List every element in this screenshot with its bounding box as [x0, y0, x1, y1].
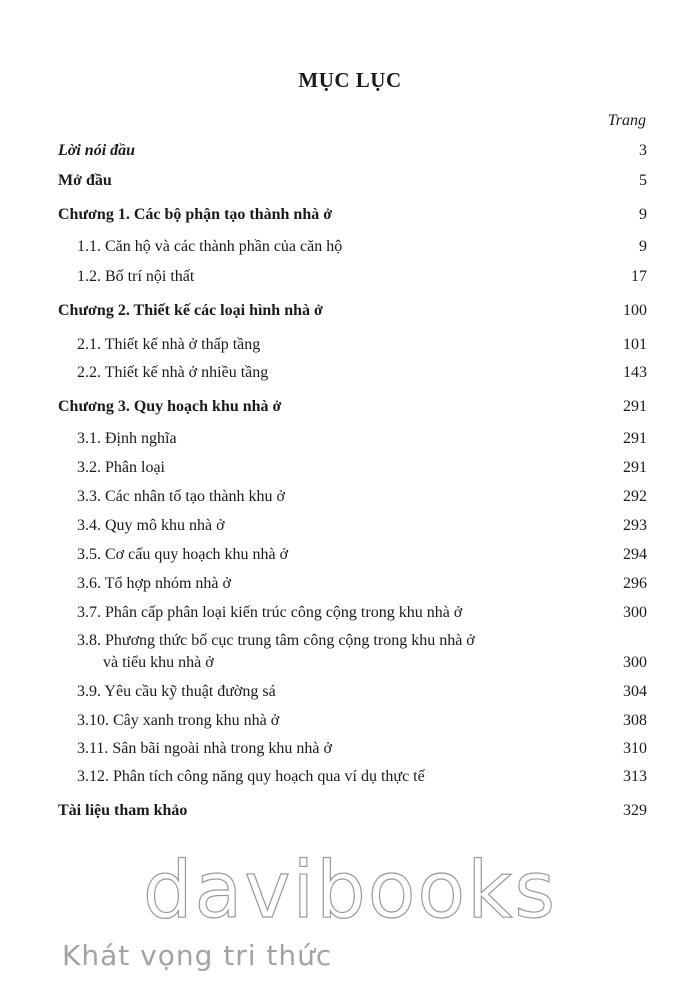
toc-entry-label: Mở đầu — [58, 172, 112, 189]
toc-entry-3-2[interactable] — [0, 459, 700, 485]
toc-entry-references[interactable] — [0, 802, 700, 828]
toc-entry-label: 3.3. Các nhân tố tạo thành khu ở — [77, 488, 285, 505]
toc-entry-3-6[interactable] — [0, 575, 700, 601]
toc-entry-3-10[interactable] — [0, 712, 700, 738]
toc-entry-3-3[interactable] — [0, 488, 700, 514]
toc-entry-page: 294 — [623, 546, 647, 563]
toc-entry-chapter-2[interactable] — [0, 302, 700, 328]
toc-entry-label: 3.5. Cơ cấu quy hoạch khu nhà ở — [77, 546, 289, 563]
toc-entry-3-5[interactable] — [0, 546, 700, 572]
toc-entry-page: 291 — [623, 459, 647, 476]
toc-entry-page: 9 — [639, 238, 647, 255]
toc-entry-page: 310 — [623, 740, 647, 757]
toc-entry-3-11[interactable] — [0, 740, 700, 766]
toc-entry-1-1[interactable] — [0, 238, 700, 264]
toc-entry-label: 3.8. Phương thức bố cục trung tâm công cộng trong khu nhà ở — [77, 632, 475, 649]
toc-entry-page: 293 — [623, 517, 647, 534]
toc-entry-label: 2.2. Thiết kế nhà ở nhiều tầng — [77, 364, 269, 381]
toc-entry-page: 329 — [623, 802, 647, 819]
toc-entry-1-2[interactable] — [0, 268, 700, 294]
toc-entry-label-continuation: và tiểu khu nhà ở — [103, 654, 214, 671]
toc-entry-label: 3.12. Phân tích công năng quy hoạch qua ví dụ thực tế — [77, 768, 425, 785]
toc-entry-chapter-3[interactable] — [0, 398, 700, 424]
toc-entry-page: 308 — [623, 712, 647, 729]
toc-entry-preface[interactable] — [0, 142, 700, 168]
toc-entry-label: 1.1. Căn hộ và các thành phần của căn hộ — [77, 238, 343, 255]
toc-entry-page: 296 — [623, 575, 647, 592]
toc-entry-3-9[interactable] — [0, 683, 700, 709]
toc-entry-page: 100 — [623, 302, 647, 319]
toc-entry-label: 3.2. Phân loại — [77, 459, 165, 476]
toc-entry-page: 17 — [631, 268, 647, 285]
toc-entry-page: 101 — [623, 336, 647, 353]
toc-entry-label: 1.2. Bố trí nội thất — [77, 268, 195, 285]
toc-entry-label: 3.6. Tổ hợp nhóm nhà ở — [77, 575, 231, 592]
toc-entry-label: Chương 2. Thiết kế các loại hình nhà ở — [58, 302, 323, 319]
toc-entry-label: Chương 1. Các bộ phận tạo thành nhà ở — [58, 206, 333, 223]
toc-entry-label: 3.7. Phân cấp phân loại kiến trúc công cộng trong khu nhà ở — [77, 604, 463, 621]
toc-entry-page: 5 — [639, 172, 647, 189]
watermark-tagline: Khát vọng tri thức — [62, 939, 333, 972]
toc-entry-3-7[interactable] — [0, 604, 700, 630]
watermark-brand: davibooks — [143, 846, 557, 936]
toc-entry-label: 2.1. Thiết kế nhà ở thấp tầng — [77, 336, 261, 353]
toc-entry-label: 3.4. Quy mô khu nhà ở — [77, 517, 225, 534]
toc-entry-label: 3.10. Cây xanh trong khu nhà ở — [77, 712, 280, 729]
toc-entry-chapter-1[interactable] — [0, 206, 700, 232]
toc-entry-label: Chương 3. Quy hoạch khu nhà ở — [58, 398, 282, 415]
toc-entry-page: 291 — [623, 398, 647, 415]
toc-entry-label: Lời nói đầu — [58, 142, 136, 159]
toc-entry-2-2[interactable] — [0, 364, 700, 390]
toc-entry-page: 300 — [623, 654, 647, 671]
toc-entry-3-4[interactable] — [0, 517, 700, 543]
toc-entry-label: 3.1. Định nghĩa — [77, 430, 177, 447]
toc-entry-2-1[interactable] — [0, 336, 700, 362]
toc-entry-introduction[interactable] — [0, 172, 700, 198]
toc-entry-page: 9 — [639, 206, 647, 223]
page-column-header: Trang — [607, 112, 646, 129]
toc-entry-page: 143 — [623, 364, 647, 381]
toc-entry-3-12[interactable] — [0, 768, 700, 794]
toc-entry-page: 300 — [623, 604, 647, 621]
toc-entry-3-1[interactable] — [0, 430, 700, 456]
toc-entry-page: 291 — [623, 430, 647, 447]
toc-entry-label: 3.9. Yêu cầu kỹ thuật đường sá — [77, 683, 276, 700]
toc-entry-label: Tài liệu tham khảo — [58, 802, 188, 819]
toc-entry-page: 304 — [623, 683, 647, 700]
page-title: MỤC LỤC — [298, 68, 402, 92]
toc-entry-page: 3 — [639, 142, 647, 159]
toc-entry-3-8[interactable] — [0, 632, 700, 686]
toc-entry-label: 3.11. Sân bãi ngoài nhà trong khu nhà ở — [77, 740, 332, 757]
toc-entry-page: 292 — [623, 488, 647, 505]
toc-entry-page: 313 — [623, 768, 647, 785]
